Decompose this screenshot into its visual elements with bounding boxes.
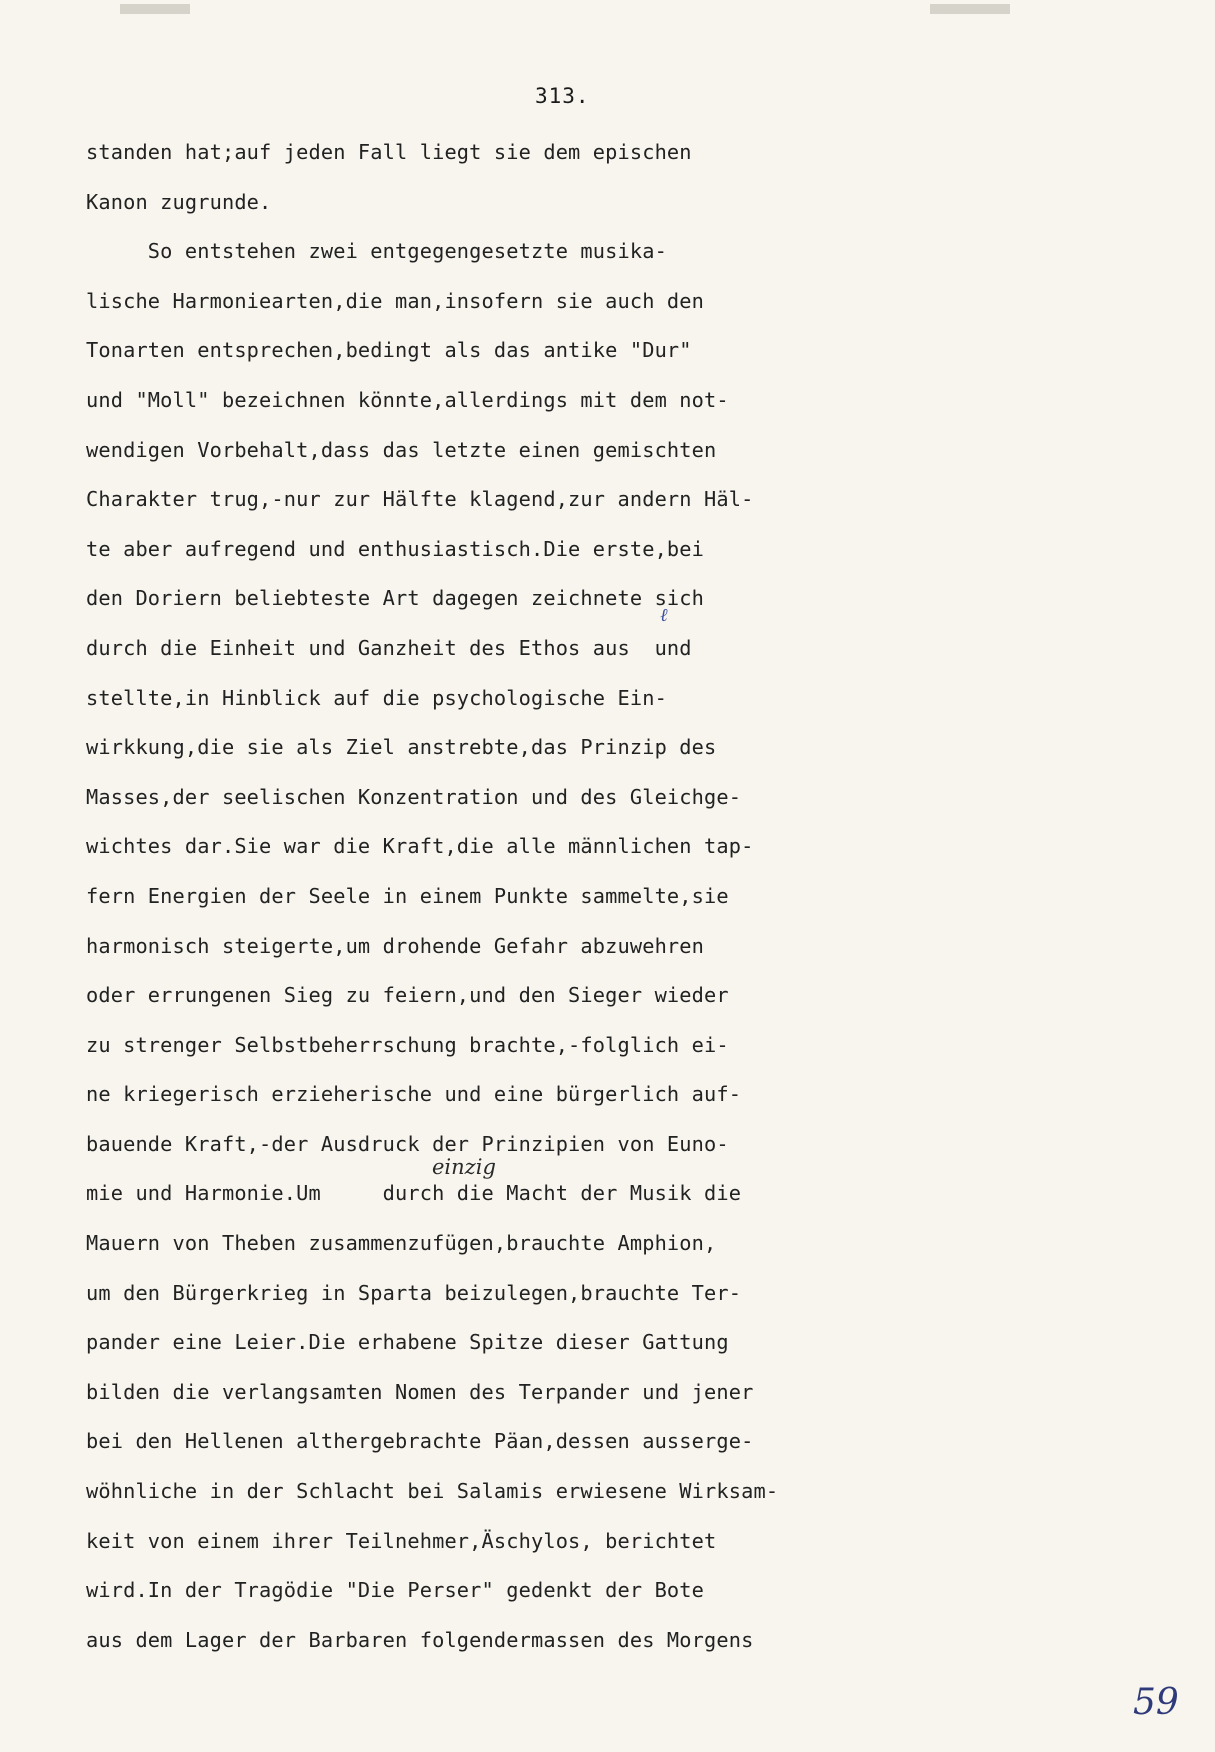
text-line: Tonarten entsprechen,bedingt als das antike "Dur"	[86, 338, 692, 363]
text-line: zu strenger Selbstbeherrschung brachte,-folglich ei-	[86, 1032, 729, 1057]
text-line: Kanon zugrunde.	[86, 189, 272, 214]
text-line: fern Energien der Seele in einem Punkte sammelte,sie	[86, 883, 729, 908]
text-line: durch die Einheit und Ganzheit des Ethos aus und	[86, 635, 692, 660]
text-line: und "Moll" bezeichnen könnte,allerdings mit dem not-	[86, 387, 729, 412]
text-line: lische Harmoniearten,die man,insofern sie auch den	[86, 288, 705, 313]
text-line: standen hat;auf jeden Fall liegt sie dem epischen	[86, 140, 692, 164]
text-line: aus dem Lager der Barbaren folgendermassen des Morgens	[86, 1627, 754, 1652]
text-line: keit von einem ihrer Teilnehmer,Äschylos, berichtet	[86, 1528, 717, 1553]
text-line: stellte,in Hinblick auf die psychologische Ein-	[86, 685, 667, 710]
text-line: harmonisch steigerte,um drohende Gefahr abzuwehren	[86, 933, 705, 958]
text-line: ne kriegerisch erzieherische und eine bürgerlich auf-	[86, 1082, 742, 1107]
text-line: Masses,der seelischen Konzentration und des Gleichge-	[86, 784, 742, 809]
text-line: Charakter trug,-nur zur Hälfte klagend,zur andern Häl-	[86, 487, 754, 512]
pencil-caret-mark: ℓ	[660, 605, 668, 626]
text-line: Mauern von Theben zusammenzufügen,brauchte Amphion,	[86, 1231, 717, 1256]
text-line: bauende Kraft,-der Ausdruck der Prinzipien von Euno-	[86, 1131, 729, 1156]
text-line: bei den Hellenen althergebrachte Päan,dessen ausserge-	[86, 1429, 754, 1454]
page-number: 313.	[535, 84, 590, 108]
text-line: oder errungenen Sieg zu feiern,und den Sieger wieder	[86, 983, 729, 1008]
text-line: wendigen Vorbehalt,dass das letzte einen gemischten	[86, 437, 717, 462]
text-line: te aber aufregend und enthusiastisch.Die erste,bei	[86, 536, 705, 561]
tape-mark-right	[930, 4, 1010, 14]
folio-number: 59	[1133, 1682, 1179, 1723]
text-line: mie und Harmonie.Um durch die Macht der Musik die	[86, 1181, 742, 1206]
text-line: wöhnliche in der Schlacht bei Salamis erwiesene Wirksam-	[86, 1479, 779, 1504]
text-line: wichtes dar.Sie war die Kraft,die alle männlichen tap-	[86, 834, 754, 859]
text-line: um den Bürgerkrieg in Sparta beizulegen,brauchte Ter-	[86, 1280, 742, 1305]
tape-mark-left	[120, 4, 190, 14]
body-text	[86, 128, 1136, 1665]
text-line: wirkkung,die sie als Ziel anstrebte,das Prinzip des	[86, 735, 717, 760]
text-line: wird.In der Tragödie "Die Perser" gedenkt der Bote	[86, 1578, 705, 1603]
text-line: pander eine Leier.Die erhabene Spitze dieser Gattung	[86, 1330, 729, 1355]
text-line: bilden die verlangsamten Nomen des Terpander und jener	[86, 1379, 754, 1404]
interlinear-insertion: einzig	[432, 1155, 496, 1179]
text-line: So entstehen zwei entgegengesetzte musika-	[86, 239, 667, 264]
text-line: den Doriern beliebteste Art dagegen zeichnete sich	[86, 586, 705, 611]
